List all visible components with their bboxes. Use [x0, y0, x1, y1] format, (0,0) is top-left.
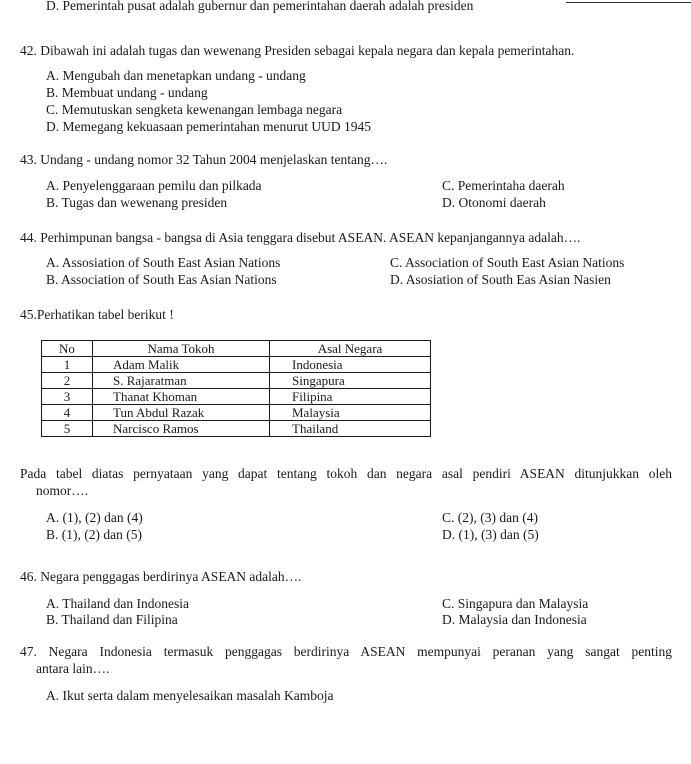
q46-option-b: B. Thailand dan Filipina: [46, 612, 178, 627]
table-row: [42, 373, 431, 389]
tokoh-table: [41, 340, 431, 437]
q44-option-d: D. Asosiation of South Eas Asian Nasien: [390, 272, 611, 287]
row-asal: Singapura: [270, 373, 431, 389]
top-rule: [566, 2, 691, 3]
row-asal: Indonesia: [270, 357, 431, 373]
q44-question: 44. Perhimpunan bangsa - bangsa di Asia tenggara disebut ASEAN. ASEAN kepanjangannya adalah….: [20, 230, 581, 245]
q42-option-d: D. Memegang kekuasaan pemerintahan menurut UUD 1945: [46, 119, 372, 134]
q45-question-line2: nomor….: [36, 483, 89, 498]
q47-question-line1: 47. Negara Indonesia termasuk penggagas berdirinya ASEAN mempunyai peranan yang sangat penting: [20, 644, 672, 659]
row-nama: S. Rajaratman: [93, 373, 270, 389]
q43-option-b: B. Tugas dan wewenang presiden: [46, 195, 228, 210]
q43-option-c: C. Pemerintaha daerah: [442, 178, 565, 193]
q45-option-d: D. (1), (3) dan (5): [442, 527, 539, 542]
row-asal: Thailand: [270, 421, 431, 437]
row-no: 2: [42, 373, 93, 389]
header-nama-tokoh: Nama Tokoh: [93, 341, 270, 357]
table-row: [42, 389, 431, 405]
header-no: No: [42, 341, 93, 357]
q46-question: 46. Negara penggagas berdirinya ASEAN adalah….: [20, 569, 302, 584]
table-row: [42, 405, 431, 421]
q45-option-a: A. (1), (2) dan (4): [46, 510, 143, 525]
row-no: 1: [42, 357, 93, 373]
q42-option-c: C. Memutuskan sengketa kewenangan lembaga negara: [46, 102, 343, 117]
q47-question-line2: antara lain….: [36, 661, 110, 676]
q45-question-line1: Pada tabel diatas pernyataan yang dapat tentang tokoh dan negara asal pendiri ASEAN ditunjukkan oleh: [20, 466, 672, 481]
row-no: 5: [42, 421, 93, 437]
table-row: [42, 421, 431, 437]
q46-option-c: C. Singapura dan Malaysia: [442, 596, 589, 611]
q46-option-d: D. Malaysia dan Indonesia: [442, 612, 587, 627]
q43-option-a: A. Penyelenggaraan pemilu dan pilkada: [46, 178, 262, 193]
row-no: 4: [42, 405, 93, 421]
row-nama: Adam Malik: [93, 357, 270, 373]
row-no: 3: [42, 389, 93, 405]
row-nama: Narcisco Ramos: [93, 421, 270, 437]
row-asal: Malaysia: [270, 405, 431, 421]
q44-option-a: A. Assosiation of South East Asian Nations: [46, 255, 281, 270]
q45-intro: 45.Perhatikan tabel berikut !: [20, 307, 174, 322]
row-asal: Filipina: [270, 389, 431, 405]
q43-question: 43. Undang - undang nomor 32 Tahun 2004 menjelaskan tentang….: [20, 152, 388, 167]
header-asal-negara: Asal Negara: [270, 341, 431, 357]
q43-option-d: D. Otonomi daerah: [442, 195, 546, 210]
q46-option-a: A. Thailand dan Indonesia: [46, 596, 189, 611]
q42-option-a: A. Mengubah dan menetapkan undang - undang: [46, 68, 306, 83]
q45-option-b: B. (1), (2) dan (5): [46, 527, 142, 542]
q44-option-b: B. Association of South Eas Asian Nations: [46, 272, 277, 287]
q47-option-a: A. Ikut serta dalam menyelesaikan masalah Kamboja: [46, 688, 334, 703]
row-nama: Thanat Khoman: [93, 389, 270, 405]
row-nama: Tun Abdul Razak: [93, 405, 270, 421]
table-header-row: [42, 341, 431, 357]
q44-option-c: C. Association of South East Asian Nations: [390, 255, 625, 270]
q41-option-d: D. Pemerintah pusat adalah gubernur dan pemerintahan daerah adalah presiden: [46, 0, 474, 13]
q45-option-c: C. (2), (3) dan (4): [442, 510, 538, 525]
q42-option-b: B. Membuat undang - undang: [46, 85, 208, 100]
q42-question: 42. Dibawah ini adalah tugas dan wewenang Presiden sebagai kepala negara dan kepala pemerintahan.: [20, 43, 575, 58]
table-row: [42, 357, 431, 373]
